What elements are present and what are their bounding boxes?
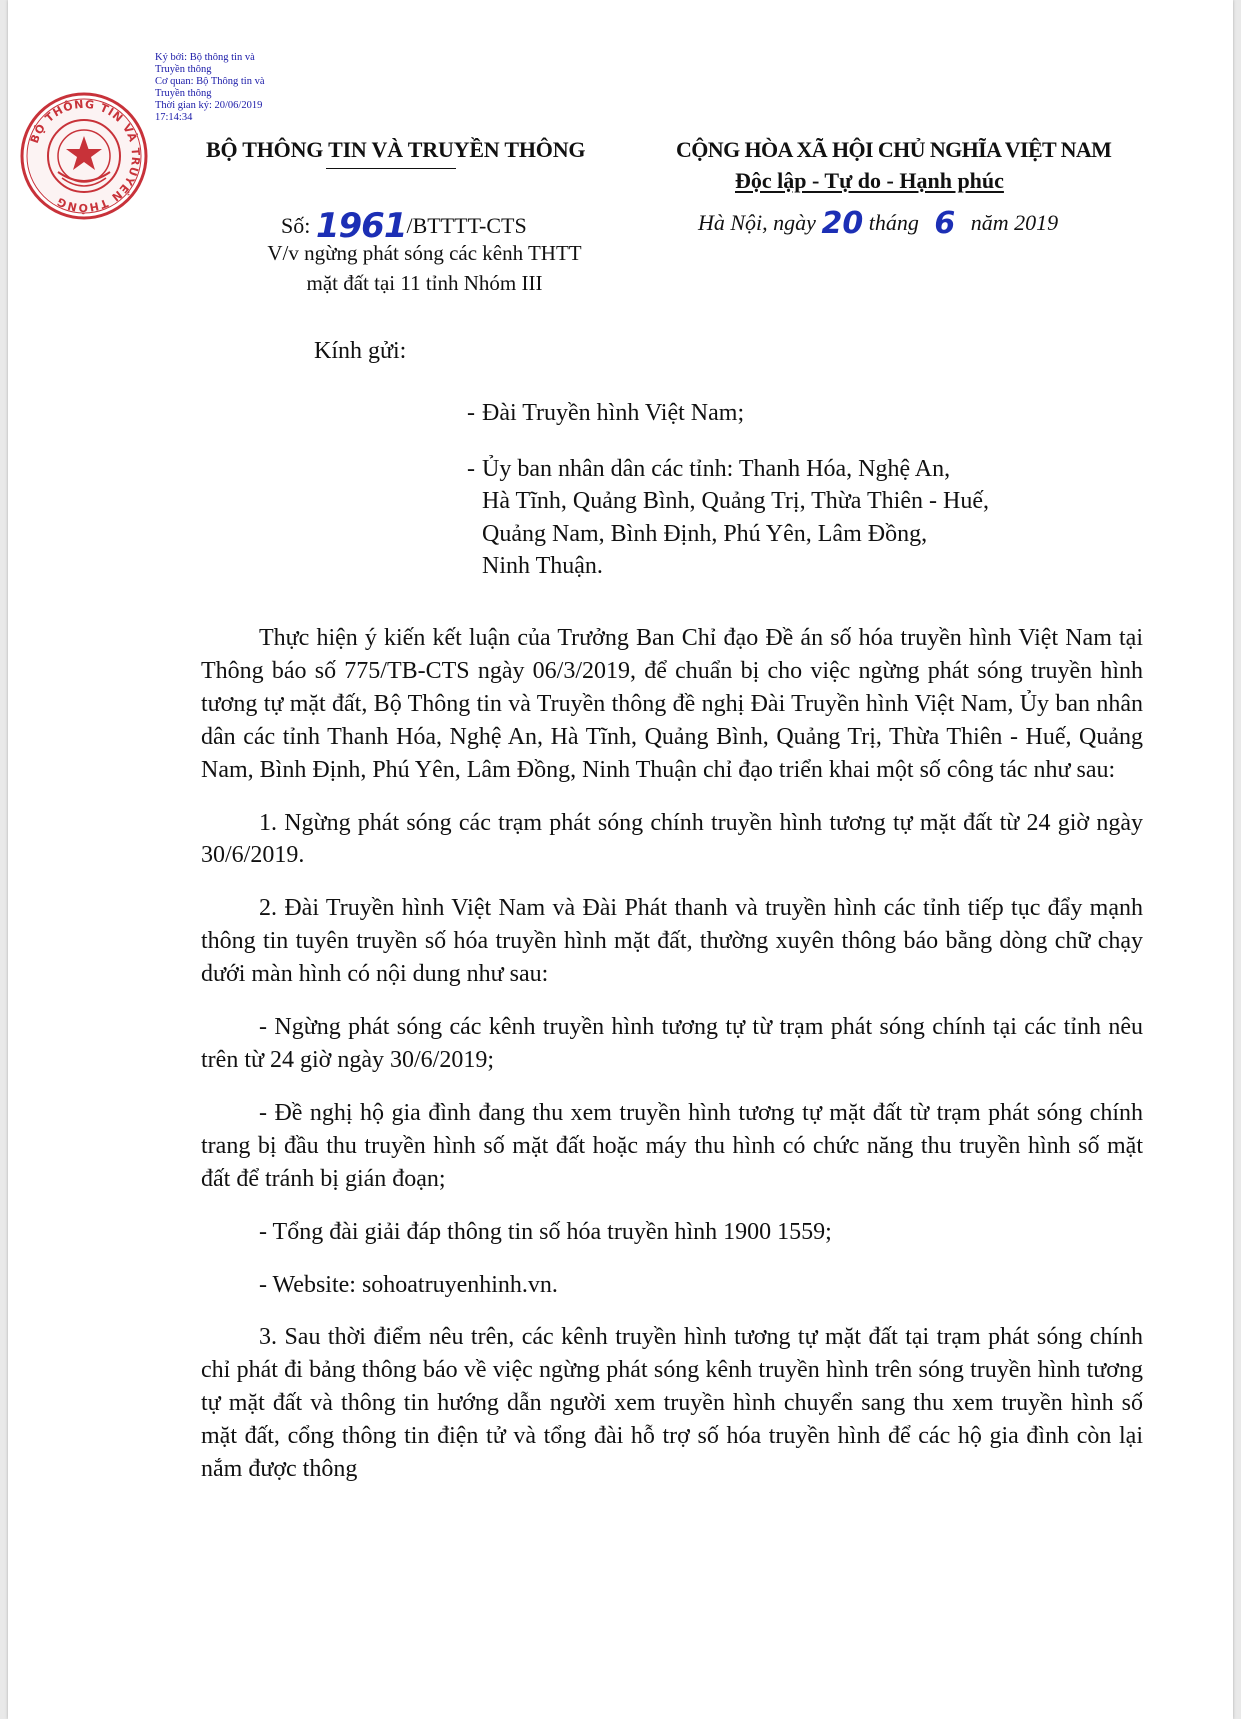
item-1-paragraph: 1. Ngừng phát sóng các trạm phát sóng chính truyền hình tương tự mặt đất từ 24 giờ ngày 30/6/2019. <box>201 809 1143 869</box>
handwritten-number: 1961 <box>315 206 407 246</box>
item-2-paragraph: 2. Đài Truyền hình Việt Nam và Đài Phát thanh và truyền hình các tỉnh tiếp tục đẩy mạnh thông tin tuyên truyền số hóa truyền hình mặt đất, thường xuyên thông báo bằng dòng chữ chạy dưới màn hình có nội dung như sau: <box>201 895 1143 988</box>
recipient-line: Đài Truyền hình Việt Nam; <box>482 400 745 426</box>
recipient-item <box>467 453 989 583</box>
document-number-prefix: Số: <box>281 213 316 238</box>
bullet-paragraph: - Ngừng phát sóng các kênh truyền hình tương tự từ trạm phát sóng chính tại các tỉnh nêu trên từ 24 giờ ngày 30/6/2019; <box>201 1014 1143 1073</box>
greeting: Kính gửi: <box>314 338 407 364</box>
document-subject <box>252 238 597 298</box>
recipient-line: Ủy ban nhân dân các tỉnh: Thanh Hóa, Nghệ An, <box>482 455 951 482</box>
date-month-label: tháng <box>863 210 925 235</box>
nation-title: CỘNG HÒA XÃ HỘI CHỦ NGHĨA VIỆT NAM <box>676 137 1112 162</box>
recipient-line: Quảng Nam, Bình Định, Phú Yên, Lâm Đồng, <box>482 520 928 547</box>
official-seal-icon <box>18 90 150 222</box>
bullet-paragraph: - Đề nghị hộ gia đình đang thu xem truyền hình tương tự mặt đất từ trạm phát sóng chính trang bị đầu thu truyền hình số mặt đất hoặc máy thu hình có chức năng thu truyền hình số mặt đất để tránh bị gián đoạn; <box>201 1099 1143 1192</box>
document-date <box>698 206 1058 241</box>
handwritten-month: 6 <box>934 206 956 241</box>
subject-line: V/v ngừng phát sóng các kênh THTT <box>267 241 582 265</box>
item-3-paragraph: 3. Sau thời điểm nêu trên, các kênh truyền hình tương tự mặt đất tại trạm phát sóng chính chỉ phát đi bảng thông báo về việc ngừng phát sóng kênh truyền hình trên sóng truyền hình tương tự mặt đất và thông tin hướng dẫn người xem truyền hình chuyển sang thu xem truyền hình số mặt đất, cổng thông tin điện tử và tổng đài hỗ trợ số hóa truyền hình để các hộ gia đình còn lại nắm được thông <box>201 1324 1143 1483</box>
recipient-line: Ninh Thuận. <box>482 553 603 579</box>
organization-underline <box>326 168 456 169</box>
bullet-paragraph: - Website: sohoatruyenhinh.vn. <box>259 1271 558 1298</box>
national-motto: Độc lập - Tự do - Hạnh phúc <box>735 168 1004 193</box>
document-page <box>8 0 1233 1719</box>
bullet-paragraph: - Tổng đài giải đáp thông tin số hóa truyền hình 1900 1559; <box>259 1218 832 1245</box>
digital-signature-block <box>155 52 305 124</box>
svg-text:BỘ THÔNG TIN VÀ TRUYỀN THÔNG: BỘ THÔNG TIN VÀ TRUYỀN THÔNG <box>27 97 143 215</box>
signature-line: Cơ quan: Bộ Thông tin và <box>155 76 265 87</box>
recipient-list <box>467 397 989 583</box>
intro-paragraph: Thực hiện ý kiến kết luận của Trưởng Ban Chỉ đạo Đề án số hóa truyền hình Việt Nam tại Thông báo số 775/TB-CTS ngày 06/3/2019, để chuẩn bị cho việc ngừng phát sóng truyền hình tương tự mặt đất, Bộ Thông tin và Truyền thông đề nghị Đài Truyền hình Việt Nam, Ủy ban nhân dân các tỉnh Thanh Hóa, Nghệ An, Hà Tĩnh, Quảng Bình, Quảng Trị, Thừa Thiên - Huế, Quảng Nam, Bình Định, Phú Yên, Lâm Đồng, Ninh Thuận chỉ đạo triển khai một số công tác như sau: <box>201 625 1143 783</box>
issuing-organization: BỘ THÔNG TIN VÀ TRUYỀN THÔNG <box>206 137 586 162</box>
signature-line: Thời gian ký: 20/06/2019 <box>155 100 263 111</box>
signature-line: Truyền thông <box>155 88 212 99</box>
recipient-line: Hà Tĩnh, Quảng Bình, Quảng Trị, Thừa Thiên - Huế, <box>482 488 989 514</box>
recipient-dash: - <box>467 400 475 426</box>
recipient-item <box>467 397 989 430</box>
signature-line: Truyền thông <box>155 64 212 75</box>
recipient-dash: - <box>467 455 475 482</box>
handwritten-day: 20 <box>821 206 864 241</box>
date-year: năm 2019 <box>965 210 1059 235</box>
subject-line: mặt đất tại 11 tỉnh Nhóm III <box>306 271 543 295</box>
signature-line: Ký bởi: Bộ thông tin và <box>155 52 255 63</box>
document-body <box>201 622 1143 1506</box>
signature-line: 17:14:34 <box>155 112 193 123</box>
document-number-suffix: /BTTTT-CTS <box>406 213 527 238</box>
date-place: Hà Nội, ngày <box>698 210 822 235</box>
